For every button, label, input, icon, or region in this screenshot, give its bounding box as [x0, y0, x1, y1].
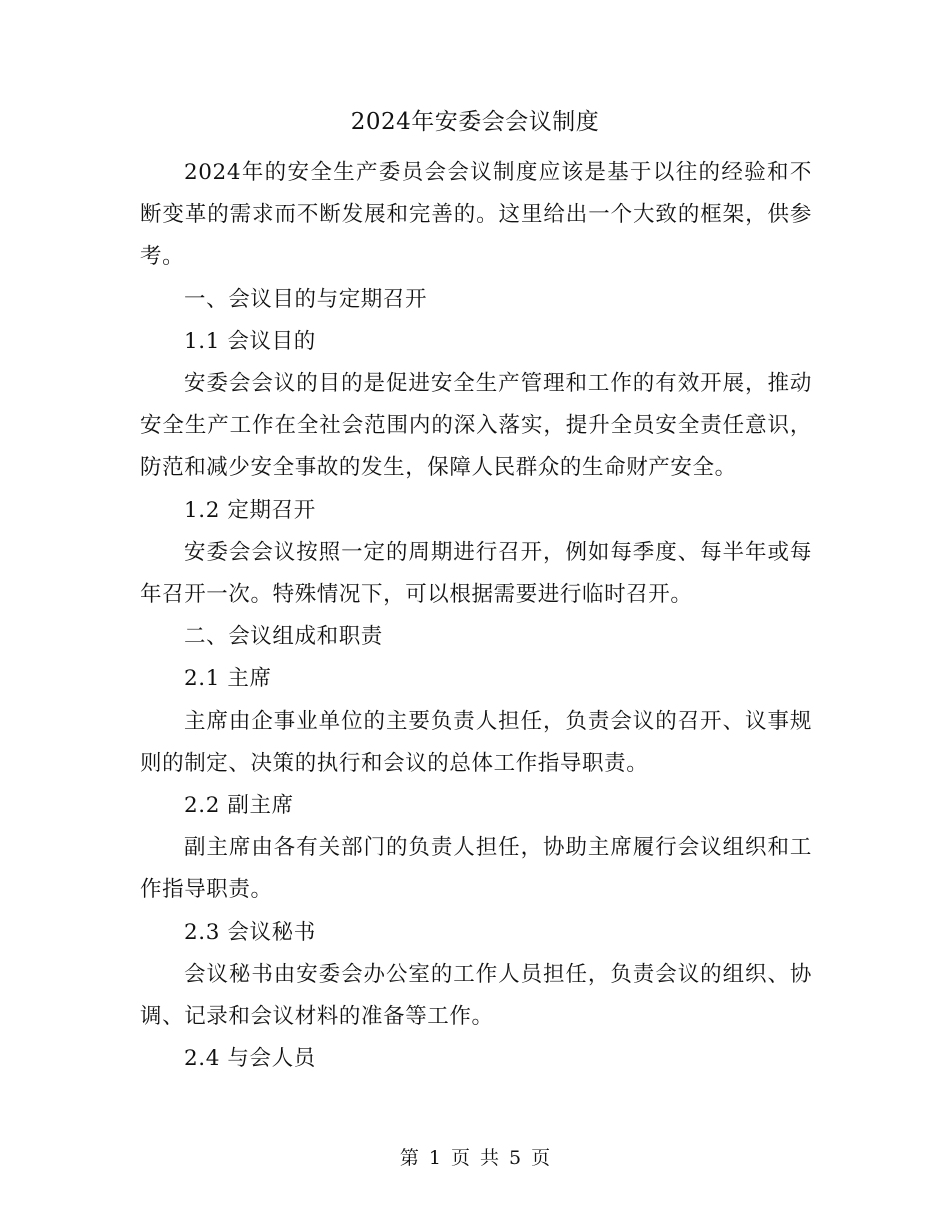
- body-paragraph: 会议秘书由安委会办公室的工作人员担任，负责会议的组织、协调、记录和会议材料的准备等工作。: [140, 961, 812, 1030]
- section-heading: 一、会议目的与定期召开: [184, 286, 428, 312]
- subsection-heading: 2.4 与会人员: [184, 1046, 316, 1072]
- body-paragraph: 副主席由各有关部门的负责人担任，协助主席履行会议组织和工作指导职责。: [140, 835, 812, 903]
- body-paragraph: 安委会会议的目的是促进安全生产管理和工作的有效开展，推动安全生产工作在全社会范围内的深入落实，提升全员安全责任意识，防范和减少安全事故的发生，保障人民群众的生命财产安全。: [140, 371, 812, 481]
- body-paragraph: 安委会会议按照一定的周期进行召开，例如每季度、每半年或每年召开一次。特殊情况下，可以根据需要进行临时召开。: [140, 539, 812, 608]
- subsection-heading: 2.1 主席: [184, 666, 272, 692]
- section-heading: 二、会议组成和职责: [184, 624, 383, 650]
- intro-paragraph: 2024年的安全生产委员会会议制度应该是基于以往的经验和不断变革的需求而不断发展和完善的。这里给出一个大致的框架，供参考。: [140, 160, 812, 270]
- document-body: [140, 152, 812, 1080]
- subsection-heading: 2.3 会议秘书: [184, 919, 316, 945]
- subsection-heading: 1.2 定期召开: [184, 497, 316, 523]
- page-footer: 第 1 页 共 5 页: [399, 1147, 551, 1169]
- body-paragraph: 主席由企事业单位的主要负责人担任，负责会议的召开、议事规则的制定、决策的执行和会议的总体工作指导职责。: [140, 708, 812, 776]
- subsection-heading: 1.1 会议目的: [184, 328, 316, 354]
- document-title: 2024年安委会会议制度: [350, 109, 600, 135]
- subsection-heading: 2.2 副主席: [184, 793, 294, 819]
